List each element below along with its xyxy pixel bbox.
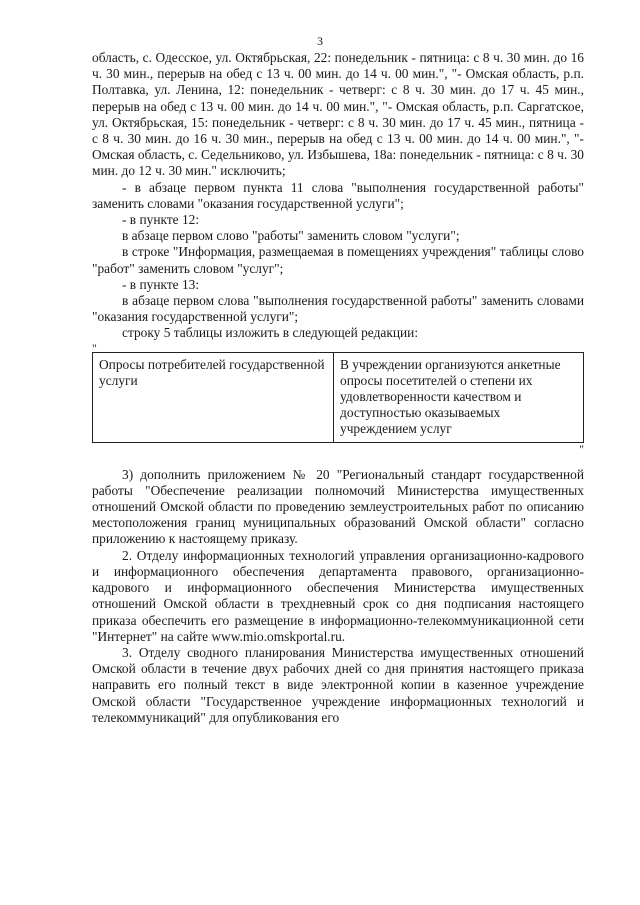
quote-close: " (579, 441, 584, 456)
document-body (92, 50, 584, 726)
paragraph-row-5: строку 5 таблицы изложить в следующей редакции: (122, 325, 419, 341)
paragraph-section-3: 3. Отделу сводного планирования Министерства имущественных отношений Омской области в течение двух рабочих дней со дня принятия настоящего приказа направить его полный текст в виде электронной копии в казенное учреждение Омской области "Государственное учреждение информационных технологий и телекоммуникаций" для опубликования его (92, 644, 584, 725)
table-row (93, 352, 584, 442)
table-cell-col2: В учреждении организуются анкетные опросы посетителей о степени их удовлетворенности качеством и доступностью оказываемых учреждением услуг (334, 352, 584, 442)
paragraph-appendix-20: 3) дополнить приложением № 20 "Региональный стандарт государственной работы "Обеспечение реализации полномочий Министерства имущественных отношений Омской области по проведению землеустроительных работ по описанию местоположения границ муниципальных образований Омской области" согласно приложению к настоящему приказу. (92, 466, 584, 547)
page-number: 3 (317, 34, 323, 48)
paragraph-item-12-row: в строке "Информация, размещаемая в помещениях учреждения" таблицы слово "работ" заменить словом "услуг"; (92, 244, 584, 276)
paragraph-item-12: - в пункте 12: (122, 212, 200, 228)
replacement-table (92, 352, 584, 443)
paragraph-item-13: - в пункте 13: (122, 276, 200, 292)
paragraph-item-12-word: в абзаце первом слово "работы" заменить словом "услуги"; (122, 228, 460, 244)
paragraph-item-11: - в абзаце первом пункта 11 слова "выполнения государственной работы" заменить словами "оказания государственной услуги"; (92, 179, 584, 211)
quote-open: " (92, 340, 97, 355)
paragraph-item-13-words: в абзаце первом слова "выполнения государственной работы" заменить словами "оказания государственной услуги"; (92, 293, 584, 325)
paragraph-section-2: 2. Отделу информационных технологий управления организационно-кадрового и информационного обеспечения департамента правового, организационно-кадрового и информационного обеспечения Министерства имущественных отношений Омской области в трехдневный срок со дня подписания настоящего приказа обеспечить его размещение в информационно-телекоммуникационной сети "Интернет" на сайте www.mio.omskportal.ru. (92, 547, 584, 644)
paragraph-addresses: область, с. Одесское, ул. Октябрьская, 22: понедельник - пятница: с 8 ч. 30 мин. до 16 ч. 30 мин., перерыв на обед с 13 ч. 00 мин. до 14 ч. 00 мин.", "- Омская область, р.п. Полтавка, ул. Ленина, 12: понедельник - четверг: с 8 ч. 30 мин. до 17 ч. 45 мин., перерыв на обед с 13 ч. 00 мин. до 14 ч. 00 мин.", "- Омская область, р.п. Саргатское, ул. Октябрьская, 15: понедельник - четверг: с 8 ч. 30 мин. до 17 ч. 45 мин., пятница - с 8 ч. 30 мин. до 16 ч. 30 мин., перерыв на обед с 13 ч. 00 мин. до 14 ч. 00 мин.", "- Омская область, с. Седельниково, ул. Избышева, 18а: понедельник - пятница: с 8 ч. 30 мин. до 12 ч. 30 мин." исключить; (92, 50, 584, 179)
table-cell-col1: Опросы потребителей государственной услуги (93, 352, 334, 442)
